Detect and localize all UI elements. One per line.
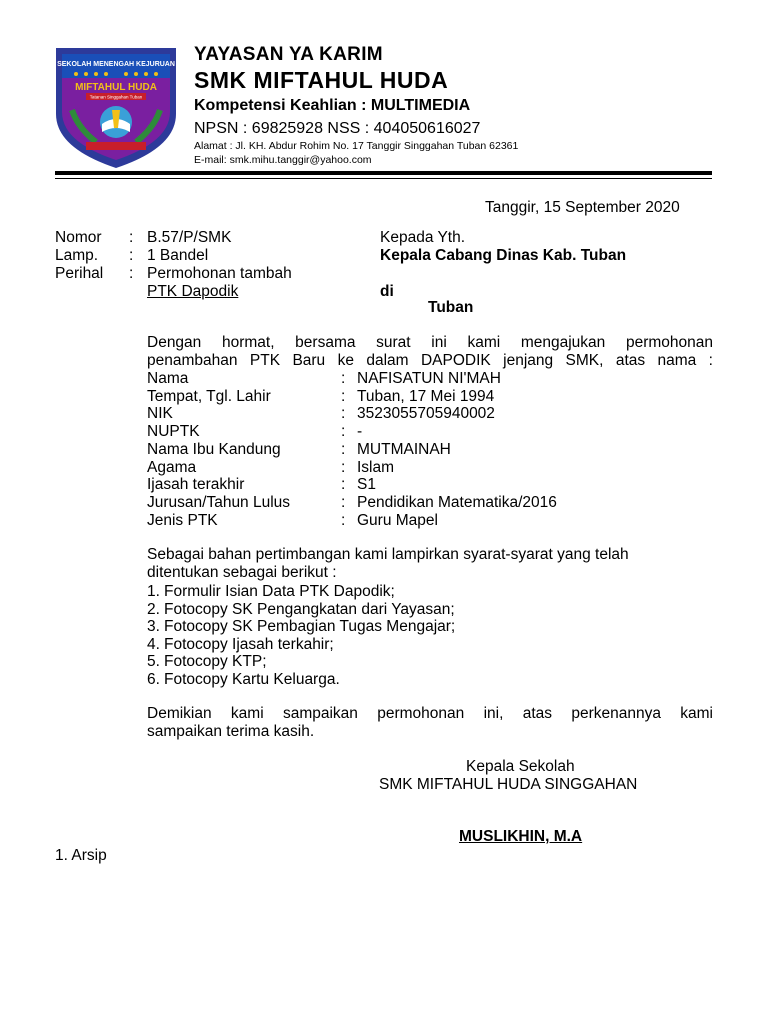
identity-label: NIK bbox=[147, 405, 173, 423]
identity-label: Agama bbox=[147, 458, 197, 476]
attachment-item bbox=[147, 653, 455, 671]
identity-value: NAFISATUN NI'MAH bbox=[357, 370, 501, 387]
closing-line-2: sampaikan terima kasih. bbox=[147, 723, 315, 740]
closing-line-1: Demikian kami sampaikan permohonan ini, atas perkenannya kami bbox=[147, 705, 713, 722]
lamp-colon: : bbox=[129, 247, 134, 264]
school-address: Alamat : Jl. KH. Abdur Rohim No. 17 Tanggir Singgahan Tuban 62361 bbox=[194, 140, 519, 152]
identity-value: Islam bbox=[357, 458, 395, 476]
identity-value: S1 bbox=[357, 476, 376, 494]
attachment-text: Fotocopy Ijasah terkahir; bbox=[164, 635, 334, 653]
opening-line-2: penambahan PTK Baru ke dalam DAPODIK jenjang SMK, atas nama : bbox=[147, 352, 713, 369]
signature-name: MUSLIKHIN, M.A bbox=[459, 828, 583, 845]
perihal-colon: : bbox=[129, 265, 134, 282]
attachment-item bbox=[147, 618, 455, 636]
identity-colon: : bbox=[341, 387, 346, 405]
nomor-label: Nomor bbox=[55, 229, 102, 246]
attachment-text: Fotocopy SK Pengangkatan dari Yayasan; bbox=[164, 600, 455, 618]
school-name: SMK MIFTAHUL HUDA bbox=[194, 67, 449, 93]
recipient-name: Kepala Cabang Dinas Kab. Tuban bbox=[380, 247, 627, 264]
lamp-label: Lamp. bbox=[55, 247, 99, 264]
recipient-di: di bbox=[380, 283, 394, 300]
identity-label: Ijasah terakhir bbox=[147, 476, 245, 494]
identity-value: Pendidikan Matematika/2016 bbox=[357, 493, 557, 511]
cc-number: 1. bbox=[55, 847, 68, 864]
identity-colon: : bbox=[341, 493, 346, 511]
identity-label: Tempat, Tgl. Lahir bbox=[147, 387, 271, 405]
closing-paragraph bbox=[147, 705, 713, 741]
letter-date: Tanggir, 15 September 2020 bbox=[485, 199, 680, 216]
school-ids: NPSN : 69825928 NSS : 404050616027 bbox=[194, 120, 481, 137]
attachments-list bbox=[147, 583, 455, 689]
perihal-label: Perihal bbox=[55, 265, 104, 282]
identity-label: Nama Ibu Kandung bbox=[147, 440, 281, 458]
attachment-item bbox=[147, 583, 455, 601]
school-logo bbox=[52, 44, 180, 170]
attachment-item bbox=[147, 601, 455, 619]
logo-motto-text: Tatanan Singgahan Tuban bbox=[89, 94, 143, 100]
lamp-value: 1 Bandel bbox=[147, 247, 209, 264]
cc-item bbox=[55, 847, 107, 865]
perihal-value-line2: PTK Dapodik bbox=[147, 283, 239, 300]
identity-colon: : bbox=[341, 458, 346, 476]
attachment-text: Fotocopy Kartu Keluarga. bbox=[164, 670, 340, 688]
letterhead-rule-thick bbox=[55, 171, 712, 175]
identity-colon: : bbox=[341, 476, 346, 494]
opening-line-1: Dengan hormat, bersama surat ini kami mengajukan permohonan bbox=[147, 334, 713, 351]
identity-value: 3523055705940002 bbox=[357, 405, 495, 423]
letterhead-rule-thin bbox=[55, 178, 712, 179]
attachments-intro-line-1: Sebagai bahan pertimbangan kami lampirkan syarat-syarat yang telah bbox=[147, 546, 629, 563]
identity-label: Jenis PTK bbox=[147, 511, 218, 529]
attachment-text: Formulir Isian Data PTK Dapodik; bbox=[164, 583, 395, 600]
signature-school: SMK MIFTAHUL HUDA SINGGAHAN bbox=[379, 776, 638, 793]
foundation-name: YAYASAN YA KARIM bbox=[194, 44, 383, 65]
identity-value: Guru Mapel bbox=[357, 511, 438, 529]
identity-value: - bbox=[357, 423, 363, 441]
identity-value: MUTMAINAH bbox=[357, 440, 451, 458]
attachment-text: Fotocopy KTP; bbox=[164, 653, 267, 671]
recipient-greeting: Kepada Yth. bbox=[380, 229, 466, 246]
identity-label: NUPTK bbox=[147, 423, 200, 441]
competency: Kompetensi Keahlian : MULTIMEDIA bbox=[194, 97, 471, 114]
attachment-number: 4. bbox=[147, 635, 160, 653]
opening-paragraph bbox=[147, 334, 713, 370]
identity-label: Jurusan/Tahun Lulus bbox=[147, 493, 291, 511]
attachment-number: 3. bbox=[147, 618, 160, 636]
school-email: E-mail: smk.mihu.tanggir@yahoo.com bbox=[194, 154, 372, 166]
identity-colon: : bbox=[341, 511, 346, 529]
identity-colon: : bbox=[341, 370, 346, 387]
recipient-city: Tuban bbox=[428, 299, 474, 316]
nomor-value: B.57/P/SMK bbox=[147, 229, 232, 246]
identity-colon: : bbox=[341, 440, 346, 458]
identity-value: Tuban, 17 Mei 1994 bbox=[357, 387, 495, 405]
attachment-item bbox=[147, 671, 455, 689]
attachment-item bbox=[147, 636, 455, 654]
attachments-intro-line-2: ditentukan sebagai berikut : bbox=[147, 564, 337, 581]
identity-colon: : bbox=[341, 423, 346, 441]
identity-label: Nama bbox=[147, 370, 189, 387]
attachments-intro bbox=[147, 546, 713, 582]
attachment-number: 1. bbox=[147, 583, 160, 600]
signature-title: Kepala Sekolah bbox=[466, 758, 575, 775]
cc-text: Arsip bbox=[71, 847, 107, 864]
attachment-number: 6. bbox=[147, 670, 160, 688]
identity-colon: : bbox=[341, 405, 346, 423]
attachment-number: 5. bbox=[147, 653, 160, 671]
logo-top-text: SEKOLAH MENENGAH KEJURUAN bbox=[57, 61, 175, 68]
attachment-text: Fotocopy SK Pembagian Tugas Mengajar; bbox=[164, 618, 456, 636]
logo-banner-text: MIFTAHUL HUDA bbox=[75, 82, 157, 93]
perihal-value-line1: Permohonan tambah bbox=[147, 265, 292, 282]
attachment-number: 2. bbox=[147, 600, 160, 618]
nomor-colon: : bbox=[129, 229, 134, 246]
